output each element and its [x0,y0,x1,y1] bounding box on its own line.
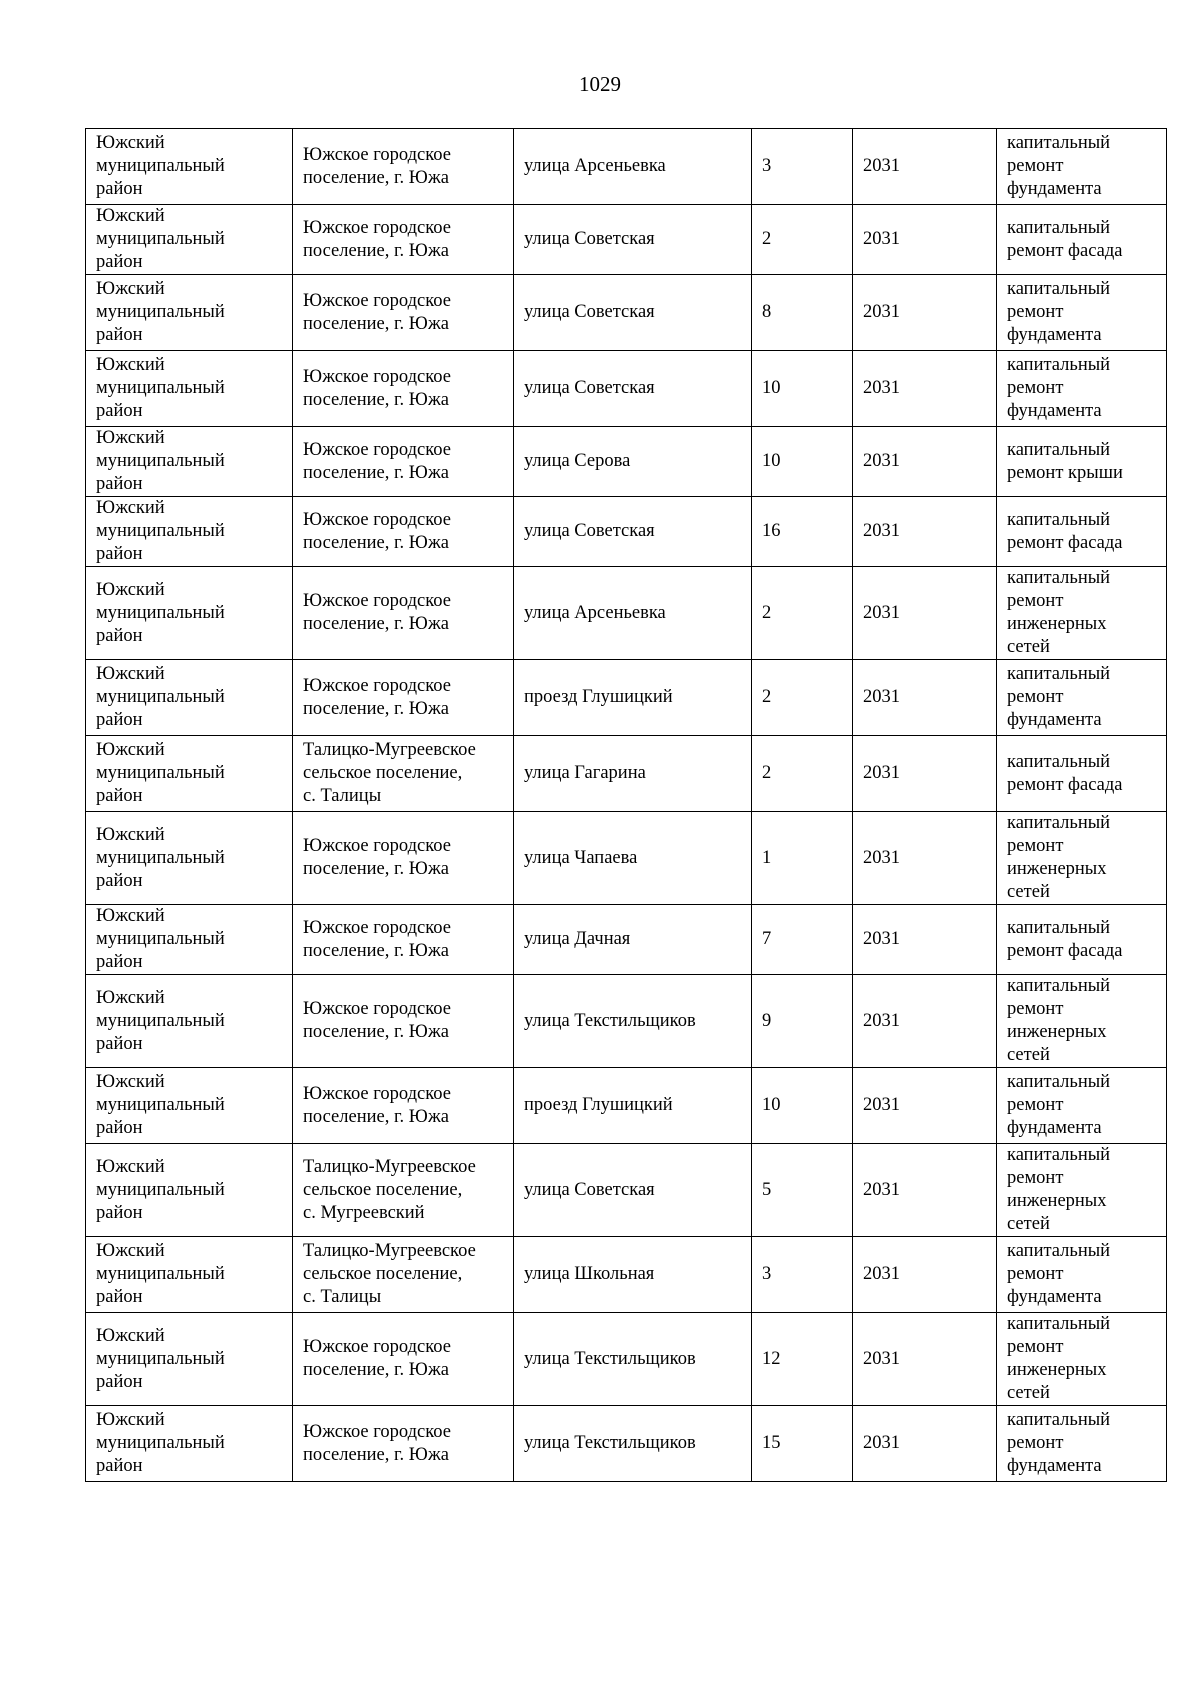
work-type-cell [997,1144,1167,1237]
settlement-cell-text: Южское городское поселение, г. Южа [303,917,451,961]
district-cell-text: Южский муниципальный район [96,1072,225,1138]
district-cell-text: Южский муниципальный район [96,1325,225,1392]
house-number-cell-text: 2 [762,763,772,783]
street-cell [514,205,752,275]
settlement-cell [293,427,514,497]
work-type-cell [997,1313,1167,1406]
street-cell-text: улица Текстильщиков [524,1010,696,1031]
street-cell-text: улица Чапаева [524,847,638,868]
district-cell [86,1068,293,1144]
street-cell-text: улица Советская [524,229,655,249]
street-cell [514,497,752,567]
settlement-cell [293,275,514,351]
street-cell-text: улица Арсеньевка [524,602,666,623]
settlement-cell-text: Южское городское поселение, г. Южа [303,836,451,879]
house-number-cell [752,1406,853,1482]
year-cell [853,351,997,427]
year-cell-text: 2031 [863,378,900,398]
work-type-cell [997,975,1167,1068]
work-type-cell [997,736,1167,812]
house-number-cell [752,660,853,736]
street-cell [514,736,752,812]
work-type-cell [997,129,1167,205]
work-type-cell-text: капитальный ремонт инженерных сетей [1007,976,1111,1065]
year-cell [853,905,997,975]
work-type-cell [997,812,1167,905]
work-type-cell [997,1068,1167,1144]
street-cell [514,812,752,905]
district-cell-text: Южский муниципальный район [96,579,225,646]
street-cell [514,975,752,1068]
settlement-cell [293,975,514,1068]
street-cell [514,660,752,736]
settlement-cell-text: Южское городское поселение, г. Южа [303,509,451,553]
work-type-cell-text: капитальный ремонт инженерных сетей [1007,1145,1111,1234]
house-number-cell-text: 8 [762,302,772,322]
work-type-cell [997,427,1167,497]
district-cell [86,1313,293,1406]
settlement-cell-text: Южское городское поселение, г. Южа [303,1421,451,1465]
year-cell [853,427,997,497]
work-type-cell-text: капитальный ремонт фасада [1007,217,1123,261]
house-number-cell [752,812,853,905]
street-cell-text: улица Гагарина [524,763,646,783]
settlement-cell [293,1313,514,1406]
year-cell-text: 2031 [863,451,900,471]
settlement-cell-text: Южское городское поселение, г. Южа [303,290,451,334]
district-cell [86,975,293,1068]
street-cell [514,1068,752,1144]
work-type-cell-text: капитальный ремонт фундамента [1007,1241,1111,1307]
table-row [86,736,1167,812]
street-cell [514,1313,752,1406]
work-type-cell-text: капитальный ремонт инженерных сетей [1007,1314,1111,1403]
district-cell-text: Южский муниципальный район [96,133,225,199]
settlement-cell-text: Талицко-Мугреевское сельское поселение, с. Талицы [303,740,476,806]
year-cell-text: 2031 [863,229,900,249]
house-number-cell-text: 10 [762,1095,781,1115]
house-number-cell [752,736,853,812]
year-cell-text: 2031 [863,929,900,949]
settlement-cell [293,567,514,660]
table-row [86,1144,1167,1237]
district-cell-text: Южский муниципальный район [96,1241,225,1307]
work-type-cell-text: капитальный ремонт фундамента [1007,355,1111,421]
year-cell-text: 2031 [863,521,900,541]
house-number-cell [752,975,853,1068]
settlement-cell-text: Южское городское поселение, г. Южа [303,1083,451,1127]
year-cell [853,1406,997,1482]
work-type-cell [997,275,1167,351]
table-row [86,1406,1167,1482]
house-number-cell-text: 9 [762,1010,772,1031]
year-cell-text: 2031 [863,302,900,322]
work-type-cell-text: капитальный ремонт фундамента [1007,279,1111,345]
district-cell [86,427,293,497]
house-number-cell-text: 16 [762,521,781,541]
street-cell-text: улица Школьная [524,1264,655,1284]
district-cell [86,1144,293,1237]
year-cell [853,1144,997,1237]
district-cell-text: Южский муниципальный район [96,279,225,345]
district-cell [86,275,293,351]
work-type-cell [997,497,1167,567]
settlement-cell-text: Южское городское поселение, г. Южа [303,439,451,483]
table-row [86,905,1167,975]
street-cell-text: улица Советская [524,302,655,322]
settlement-cell [293,351,514,427]
street-cell [514,567,752,660]
work-type-cell-text: капитальный ремонт фундамента [1007,133,1111,199]
work-type-cell [997,1237,1167,1313]
settlement-cell-text: Южское городское поселение, г. Южа [303,675,451,719]
work-type-cell-text: капитальный ремонт фасада [1007,751,1123,795]
year-cell-text: 2031 [863,1095,900,1115]
house-number-cell-text: 3 [762,156,772,176]
house-number-cell [752,275,853,351]
table-row [86,812,1167,905]
house-number-cell-text: 2 [762,229,772,249]
work-type-cell [997,351,1167,427]
year-cell-text: 2031 [863,687,900,707]
settlement-cell [293,1068,514,1144]
table-row [86,427,1167,497]
district-cell [86,497,293,567]
house-number-cell [752,497,853,567]
district-cell [86,129,293,205]
district-cell [86,1237,293,1313]
house-number-cell [752,205,853,275]
house-number-cell-text: 10 [762,451,781,471]
house-number-cell-text: 10 [762,378,781,398]
year-cell-text: 2031 [863,1433,900,1453]
settlement-cell-text: Южское городское поселение, г. Южа [303,999,451,1042]
table-row [86,1237,1167,1313]
street-cell-text: улица Текстильщиков [524,1433,696,1453]
street-cell [514,129,752,205]
year-cell [853,660,997,736]
table-row [86,660,1167,736]
house-number-cell [752,1313,853,1406]
settlement-cell [293,905,514,975]
settlement-cell [293,129,514,205]
street-cell-text: улица Арсеньевка [524,156,666,176]
street-cell-text: улица Советская [524,521,655,541]
settlement-cell [293,1406,514,1482]
street-cell-text: улица Дачная [524,929,631,949]
work-type-cell-text: капитальный ремонт крыши [1007,439,1123,483]
district-cell-text: Южский муниципальный район [96,906,225,972]
street-cell [514,275,752,351]
year-cell-text: 2031 [863,1348,900,1369]
street-cell [514,1237,752,1313]
house-number-cell [752,1068,853,1144]
table-row [86,497,1167,567]
settlement-cell [293,205,514,275]
table-row [86,205,1167,275]
settlement-cell [293,736,514,812]
district-cell [86,351,293,427]
year-cell [853,975,997,1068]
settlement-cell-text: Талицко-Мугреевское сельское поселение, с. Талицы [303,1241,476,1307]
house-number-cell-text: 5 [762,1179,772,1200]
table-row [86,129,1167,205]
work-type-cell-text: капитальный ремонт фундамента [1007,1410,1111,1476]
year-cell [853,1068,997,1144]
year-cell-text: 2031 [863,1179,900,1200]
table-row [86,1313,1167,1406]
district-cell-text: Южский муниципальный район [96,740,225,806]
district-cell-text: Южский муниципальный район [96,1156,225,1223]
settlement-cell [293,497,514,567]
housing-repair-table [85,128,1167,1482]
work-type-cell [997,660,1167,736]
work-type-cell [997,1406,1167,1482]
year-cell [853,205,997,275]
table-row [86,351,1167,427]
street-cell [514,427,752,497]
year-cell [853,736,997,812]
house-number-cell [752,1237,853,1313]
table-row [86,975,1167,1068]
table-row [86,567,1167,660]
district-cell-text: Южский муниципальный район [96,206,225,272]
year-cell-text: 2031 [863,1010,900,1031]
settlement-cell-text: Южское городское поселение, г. Южа [303,366,451,410]
district-cell-text: Южский муниципальный район [96,428,225,494]
house-number-cell-text: 2 [762,602,772,623]
district-cell [86,660,293,736]
house-number-cell-text: 12 [762,1348,781,1369]
district-cell-text: Южский муниципальный район [96,355,225,421]
street-cell-text: улица Советская [524,378,655,398]
district-cell [86,1406,293,1482]
house-number-cell-text: 3 [762,1264,772,1284]
house-number-cell-text: 15 [762,1433,781,1453]
district-cell-text: Южский муниципальный район [96,664,225,730]
district-cell-text: Южский муниципальный район [96,498,225,564]
district-cell-text: Южский муниципальный район [96,824,225,891]
district-cell [86,736,293,812]
table-row [86,275,1167,351]
settlement-cell-text: Южское городское поселение, г. Южа [303,591,451,634]
table-body [86,129,1167,1482]
house-number-cell [752,567,853,660]
house-number-cell [752,905,853,975]
street-cell-text: улица Серова [524,451,631,471]
settlement-cell-text: Южское городское поселение, г. Южа [303,217,451,261]
street-cell [514,1406,752,1482]
district-cell [86,812,293,905]
street-cell-text: улица Текстильщиков [524,1348,696,1369]
settlement-cell-text: Южское городское поселение, г. Южа [303,1337,451,1380]
page-number: 1029 [579,72,621,96]
year-cell-text: 2031 [863,847,900,868]
work-type-cell-text: капитальный ремонт инженерных сетей [1007,568,1111,657]
year-cell-text: 2031 [863,156,900,176]
work-type-cell-text: капитальный ремонт фундамента [1007,1072,1111,1138]
year-cell [853,275,997,351]
street-cell [514,1144,752,1237]
settlement-cell [293,1237,514,1313]
work-type-cell-text: капитальный ремонт фундамента [1007,664,1111,730]
settlement-cell-text: Южское городское поселение, г. Южа [303,144,451,188]
house-number-cell [752,351,853,427]
year-cell-text: 2031 [863,602,900,623]
house-number-cell [752,427,853,497]
district-cell [86,905,293,975]
house-number-cell-text: 1 [762,847,772,868]
street-cell [514,905,752,975]
year-cell [853,567,997,660]
street-cell [514,351,752,427]
year-cell-text: 2031 [863,763,900,783]
year-cell [853,497,997,567]
year-cell [853,1237,997,1313]
year-cell [853,129,997,205]
house-number-cell [752,1144,853,1237]
settlement-cell-text: Талицко-Мугреевское сельское поселение, с. Мугреевский [303,1156,476,1223]
settlement-cell [293,812,514,905]
street-cell-text: улица Советская [524,1179,655,1200]
district-cell-text: Южский муниципальный район [96,1410,225,1476]
work-type-cell [997,567,1167,660]
house-number-cell [752,129,853,205]
work-type-cell [997,205,1167,275]
year-cell [853,1313,997,1406]
work-type-cell [997,905,1167,975]
street-cell-text: проезд Глушицкий [524,1095,673,1115]
house-number-cell-text: 2 [762,687,772,707]
settlement-cell [293,660,514,736]
district-cell [86,205,293,275]
settlement-cell [293,1144,514,1237]
district-cell [86,567,293,660]
street-cell-text: проезд Глушицкий [524,687,673,707]
work-type-cell-text: капитальный ремонт фасада [1007,917,1123,961]
house-number-cell-text: 7 [762,929,772,949]
work-type-cell-text: капитальный ремонт инженерных сетей [1007,813,1111,902]
work-type-cell-text: капитальный ремонт фасада [1007,509,1123,553]
year-cell-text: 2031 [863,1264,900,1284]
year-cell [853,812,997,905]
table-row [86,1068,1167,1144]
district-cell-text: Южский муниципальный район [96,987,225,1054]
